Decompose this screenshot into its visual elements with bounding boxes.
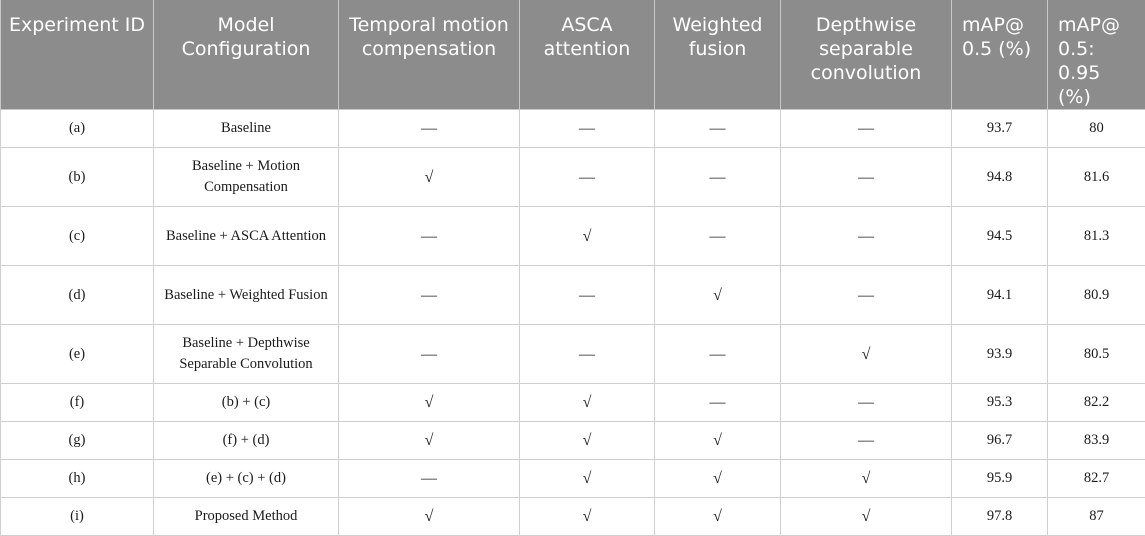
cell-asca-attention: — <box>520 110 655 148</box>
cell-experiment-id: (i) <box>1 498 154 536</box>
header-map-50-95: mAP@ 0.5: 0.95 (%) <box>1048 0 1145 110</box>
cell-weighted-fusion: √ <box>655 498 781 536</box>
cell-map-50-95: 87 <box>1048 498 1145 536</box>
cell-map-50: 94.1 <box>952 266 1048 325</box>
cell-map-50: 93.7 <box>952 110 1048 148</box>
cell-experiment-id: (a) <box>1 110 154 148</box>
cell-temporal-motion-compensation: — <box>339 110 520 148</box>
cell-weighted-fusion: — <box>655 207 781 266</box>
cell-experiment-id: (c) <box>1 207 154 266</box>
cell-asca-attention: — <box>520 325 655 384</box>
cell-map-50-95: 80.9 <box>1048 266 1145 325</box>
table-row <box>1 148 1145 207</box>
table-row <box>1 110 1145 148</box>
cell-depthwise-separable-convolution: — <box>781 148 952 207</box>
cell-depthwise-separable-convolution: √ <box>781 325 952 384</box>
cell-asca-attention: — <box>520 148 655 207</box>
cell-temporal-motion-compensation: √ <box>339 384 520 422</box>
cell-model-configuration: Baseline + ASCA Attention <box>154 207 339 266</box>
table-row <box>1 498 1145 536</box>
header-asca-attention: ASCA attention <box>520 0 655 110</box>
cell-experiment-id: (g) <box>1 422 154 460</box>
header-model-configuration: Model Configuration <box>154 0 339 110</box>
cell-depthwise-separable-convolution: — <box>781 207 952 266</box>
cell-map-50-95: 80.5 <box>1048 325 1145 384</box>
cell-map-50-95: 83.9 <box>1048 422 1145 460</box>
cell-asca-attention: √ <box>520 498 655 536</box>
cell-depthwise-separable-convolution: — <box>781 110 952 148</box>
cell-experiment-id: (e) <box>1 325 154 384</box>
cell-depthwise-separable-convolution: — <box>781 422 952 460</box>
cell-map-50-95: 82.2 <box>1048 384 1145 422</box>
cell-temporal-motion-compensation: √ <box>339 422 520 460</box>
table-row <box>1 207 1145 266</box>
header-map-50: mAP@ 0.5 (%) <box>952 0 1048 110</box>
cell-weighted-fusion: √ <box>655 422 781 460</box>
cell-map-50-95: 81.3 <box>1048 207 1145 266</box>
cell-temporal-motion-compensation: √ <box>339 498 520 536</box>
cell-map-50: 93.9 <box>952 325 1048 384</box>
header-row <box>1 0 1145 110</box>
cell-weighted-fusion: — <box>655 148 781 207</box>
cell-weighted-fusion: √ <box>655 460 781 498</box>
cell-temporal-motion-compensation: — <box>339 325 520 384</box>
cell-experiment-id: (b) <box>1 148 154 207</box>
cell-asca-attention: — <box>520 266 655 325</box>
cell-depthwise-separable-convolution: √ <box>781 460 952 498</box>
header-temporal-motion-compensation: Temporal motion compensation <box>339 0 520 110</box>
cell-depthwise-separable-convolution: — <box>781 384 952 422</box>
cell-map-50-95: 81.6 <box>1048 148 1145 207</box>
cell-model-configuration: Proposed Method <box>154 498 339 536</box>
cell-weighted-fusion: — <box>655 110 781 148</box>
cell-model-configuration: (e) + (c) + (d) <box>154 460 339 498</box>
table-header <box>1 0 1145 110</box>
table-row <box>1 384 1145 422</box>
cell-weighted-fusion: — <box>655 325 781 384</box>
cell-model-configuration: Baseline <box>154 110 339 148</box>
cell-map-50-95: 80 <box>1048 110 1145 148</box>
cell-model-configuration: Baseline + Depthwise Separable Convolution <box>154 325 339 384</box>
header-weighted-fusion: Weighted fusion <box>655 0 781 110</box>
cell-model-configuration: (f) + (d) <box>154 422 339 460</box>
cell-experiment-id: (h) <box>1 460 154 498</box>
cell-depthwise-separable-convolution: √ <box>781 498 952 536</box>
cell-temporal-motion-compensation: — <box>339 207 520 266</box>
cell-weighted-fusion: √ <box>655 266 781 325</box>
table-row <box>1 422 1145 460</box>
cell-map-50: 95.9 <box>952 460 1048 498</box>
cell-map-50: 94.5 <box>952 207 1048 266</box>
cell-map-50: 94.8 <box>952 148 1048 207</box>
cell-weighted-fusion: — <box>655 384 781 422</box>
cell-map-50: 97.8 <box>952 498 1048 536</box>
cell-asca-attention: √ <box>520 207 655 266</box>
cell-asca-attention: √ <box>520 422 655 460</box>
cell-model-configuration: Baseline + Motion Compensation <box>154 148 339 207</box>
cell-asca-attention: √ <box>520 460 655 498</box>
cell-temporal-motion-compensation: √ <box>339 148 520 207</box>
cell-experiment-id: (d) <box>1 266 154 325</box>
cell-experiment-id: (f) <box>1 384 154 422</box>
table-row <box>1 325 1145 384</box>
cell-map-50-95: 82.7 <box>1048 460 1145 498</box>
table-body <box>1 110 1145 536</box>
header-experiment-id: Experiment ID <box>1 0 154 110</box>
cell-map-50: 96.7 <box>952 422 1048 460</box>
header-depthwise-separable-convolution: Depthwise separable convolution <box>781 0 952 110</box>
cell-depthwise-separable-convolution: — <box>781 266 952 325</box>
cell-model-configuration: Baseline + Weighted Fusion <box>154 266 339 325</box>
cell-temporal-motion-compensation: — <box>339 460 520 498</box>
table-row <box>1 460 1145 498</box>
cell-map-50: 95.3 <box>952 384 1048 422</box>
cell-asca-attention: √ <box>520 384 655 422</box>
cell-temporal-motion-compensation: — <box>339 266 520 325</box>
cell-model-configuration: (b) + (c) <box>154 384 339 422</box>
table-row <box>1 266 1145 325</box>
